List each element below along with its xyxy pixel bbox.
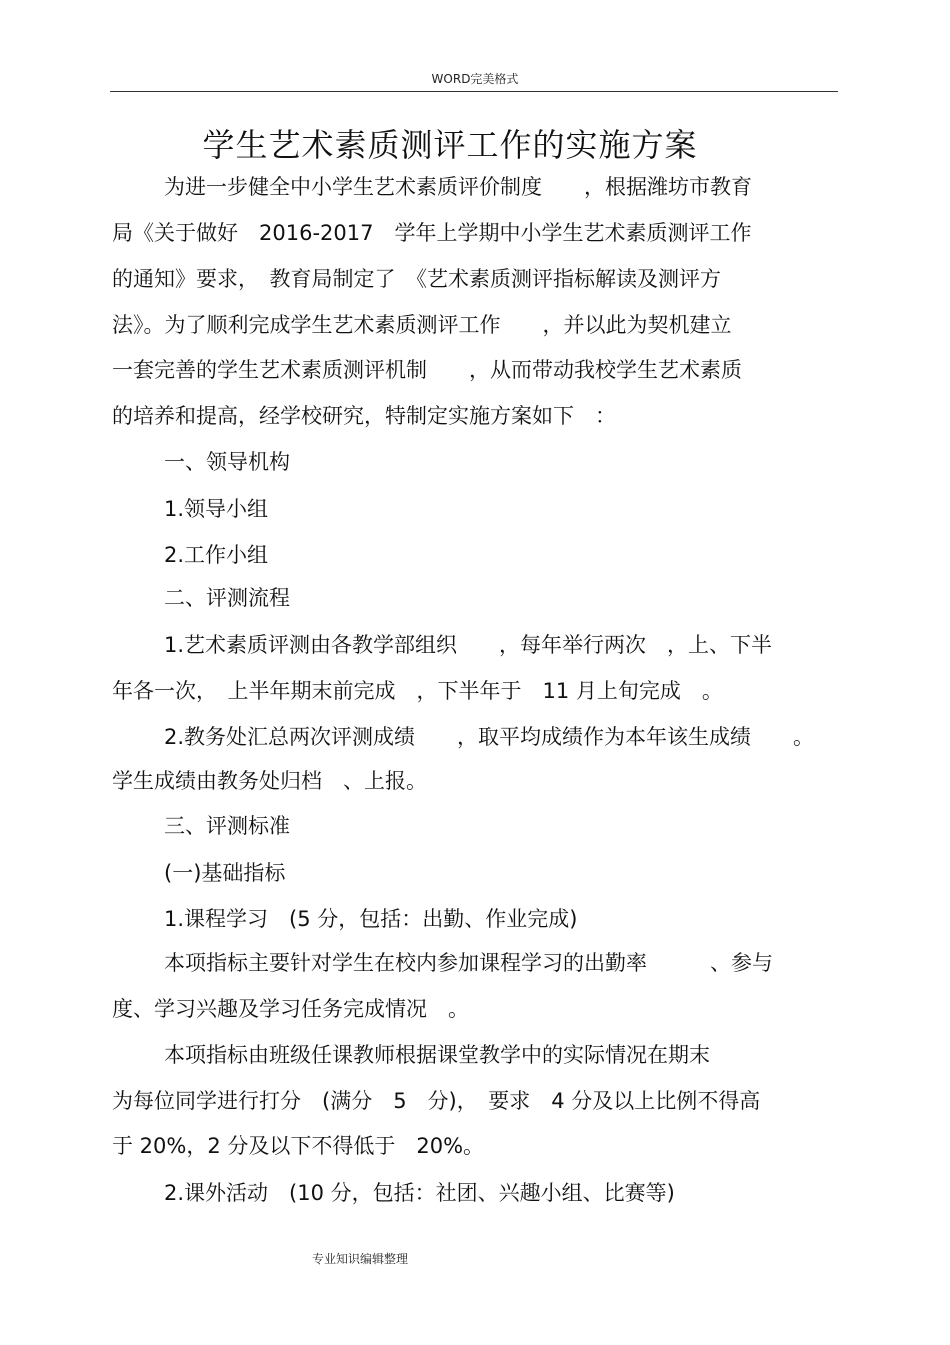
body-line: 学生成绩由教务处归档 、上报。 xyxy=(112,769,427,793)
body-line: 法》。为了顺利完成学生艺术素质测评工作 ，并以此为契机建立 xyxy=(112,313,732,337)
list-item: 1.领导小组 xyxy=(164,497,269,521)
body-line: 的培养和提高，经学校研究，特制定实施方案如下 ： xyxy=(112,404,616,428)
body-line: 为每位同学进行打分 (满分 5 分)， 要求 4 分及以上比例不得高 xyxy=(112,1089,761,1113)
list-item: 2.课外活动 (10 分，包括：社团、兴趣小组、比赛等) xyxy=(164,1181,675,1205)
body-line: 一套完善的学生艺术素质测评机制 ，从而带动我校学生艺术素质 xyxy=(112,358,742,382)
list-item: 2.工作小组 xyxy=(164,543,269,567)
body-line: 为进一步健全中小学生艺术素质评价制度 ，根据潍坊市教育 xyxy=(164,175,752,199)
subsection-heading: (一)基础指标 xyxy=(164,861,286,885)
body-line: 于 20%，2 分及以下不得低于 20%。 xyxy=(112,1134,485,1158)
body-line: 本项指标由班级任课教师根据课堂教学中的实际情况在期末 xyxy=(164,1043,710,1067)
body-line: 年各一次， 上半年期末前完成 ，下半年于 11 月上旬完成 。 xyxy=(112,679,723,703)
page-header: WORD完美格式 xyxy=(431,72,519,86)
body-line: 1.艺术素质评测由各教学部组织 ，每年举行两次 ，上、下半 xyxy=(164,633,773,657)
section-heading: 一、领导机构 xyxy=(164,450,290,474)
body-line: 的通知》要求， 教育局制定了 《艺术素质测评指标解读及测评方 xyxy=(112,267,721,291)
body-line: 度、学习兴趣及学习任务完成情况 。 xyxy=(112,997,469,1021)
list-item: 1.课程学习 (5 分，包括：出勤、作业完成) xyxy=(164,907,578,931)
document-title: 学生艺术素质测评工作的实施方案 xyxy=(202,126,698,164)
body-line: 局《关于做好 2016-2017 学年上学期中小学生艺术素质测评工作 xyxy=(112,221,752,245)
page-footer: 专业知识编辑整理 xyxy=(312,1252,409,1266)
body-line: 2.教务处汇总两次评测成绩 ，取平均成绩作为本年该生成绩 。 xyxy=(164,725,815,749)
section-heading: 三、评测标准 xyxy=(164,814,290,838)
section-heading: 二、评测流程 xyxy=(164,586,290,610)
body-line: 本项指标主要针对学生在校内参加课程学习的出勤率 、参与 xyxy=(164,951,773,975)
header-divider xyxy=(110,91,838,92)
